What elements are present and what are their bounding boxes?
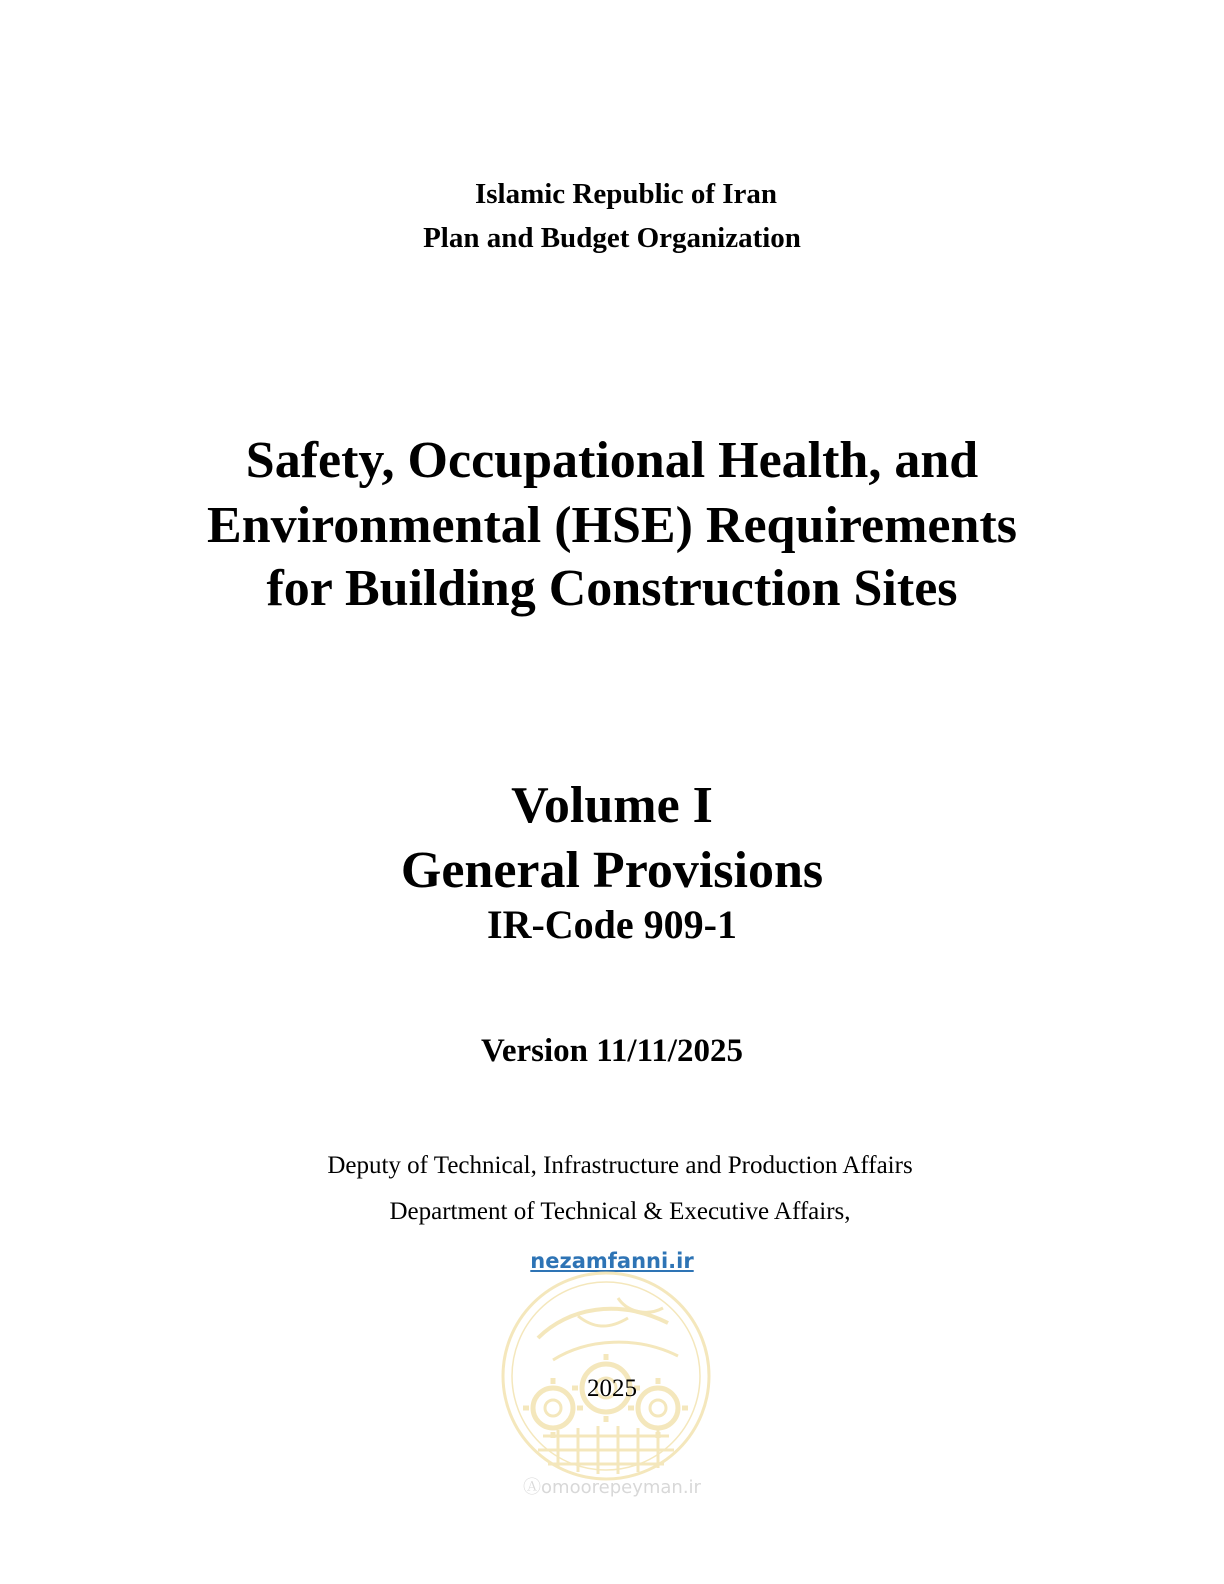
title-line-3: for Building Construction Sites — [266, 560, 958, 617]
header-organization: Plan and Budget Organization — [423, 222, 801, 254]
department-line-2: Department of Technical & Executive Affairs, — [389, 1198, 851, 1225]
website-link[interactable]: nezamfanni.ir — [530, 1249, 694, 1273]
publication-year: 2025 — [587, 1375, 637, 1402]
volume-subtitle: General Provisions — [400, 842, 824, 899]
title-line-2: Environmental (HSE) Requirements — [207, 497, 1017, 554]
watermark-text: Ⓐomoorepeyman.ir — [523, 1477, 701, 1498]
header-country: Islamic Republic of Iran — [474, 178, 778, 210]
department-line-1: Deputy of Technical, Infrastructure and Production Affairs — [327, 1152, 913, 1179]
volume-label: Volume I — [511, 777, 713, 834]
version-label: Version 11/11/2025 — [481, 1033, 743, 1069]
title-line-1: Safety, Occupational Health, and — [245, 432, 979, 489]
document-code: IR-Code 909-1 — [487, 902, 737, 947]
